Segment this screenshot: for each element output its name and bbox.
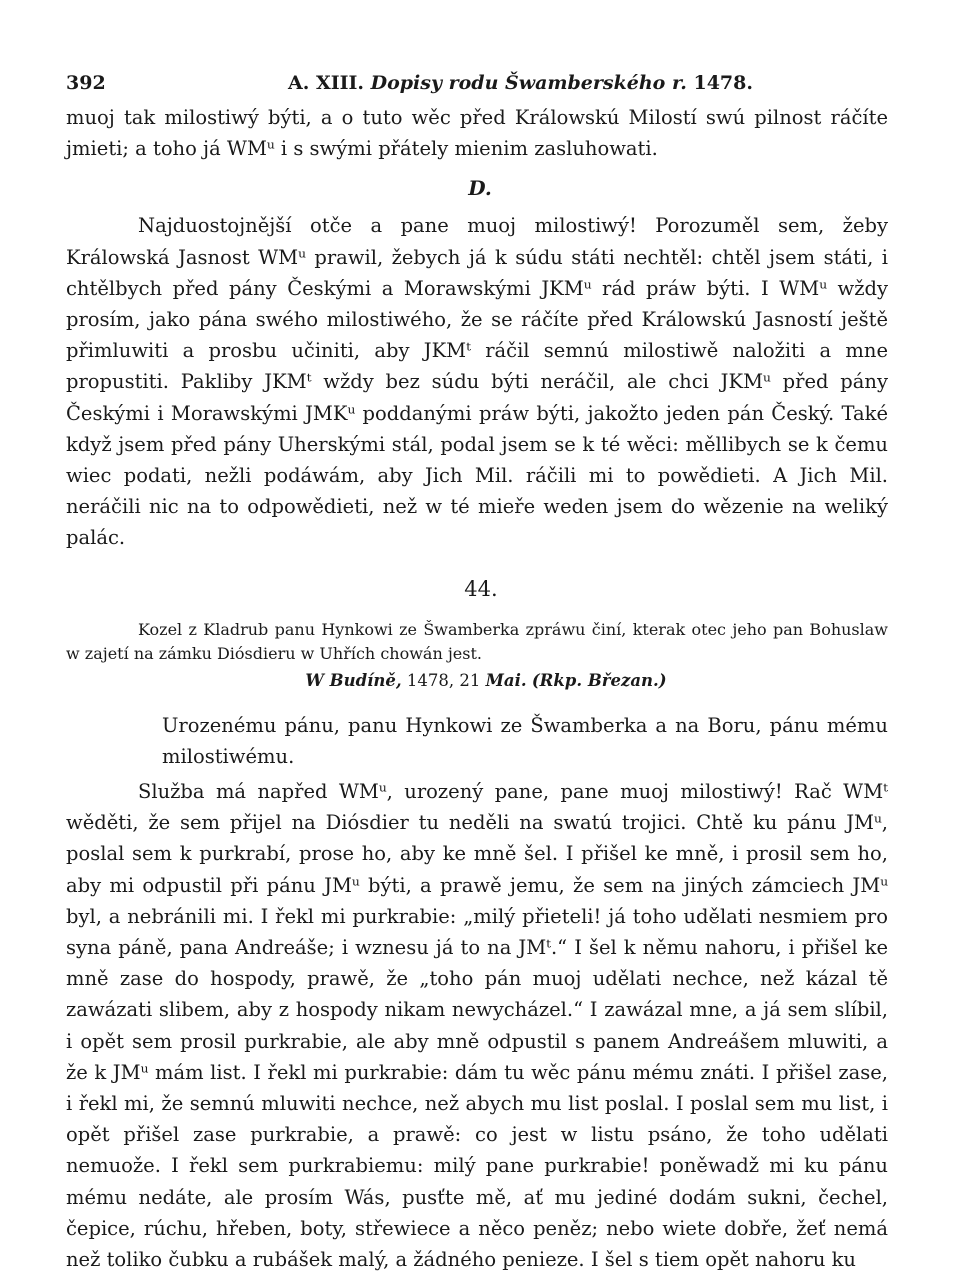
running-title-prefix: A. XIII. [288, 72, 364, 94]
running-head [66, 72, 888, 102]
section-d-paragraph: Najduostojnější otče a pane muoj milostiwý! Porozuměl sem, žeby Králowská Jasnost WMᵘ prawil, žebych já k súdu státi nechtěl: chtěl jsem státi, i chtělbych před pány Českými a Morawskými JKMᵘ rád práw býti. I WMᵘ wždy prosím, jako pána swého milostiwého, že se ráčíte před Králowskú Jasností ještě přimluwiti a prosbu učiniti, aby JKMᵗ ráčil semnú milostiwě naložiti a mne propustiti. Pakliby JKMᵗ wždy bez súdu býti neráčil, ale chci JKMᵘ před pány Českými i Morawskými JMKᵘ poddanými práw býti, jakožto jeden pán Český. Také když jsem před pány Uherskými stál, podal jsem se k té wěci: měllibych se k čemu wiec podati, nežli podáwám, aby Jich Mil. ráčili mi to powědieti. A Jich Mil. neráčili nic na to odpowědieti, než w té mieře weden jsem do wězenie na weliký palác. [66, 214, 888, 550]
dateline-source: (Rkp. Březan.) [531, 670, 667, 690]
section-heading-d: D. [468, 176, 492, 201]
running-title-italic: Dopisy rodu Šwamberského r. [370, 72, 687, 94]
continuation-paragraph: muoj tak milostiwý býti, a o tuto wěc před Králowskú Milostí swú pilnost ráčíte jmieti; a toho já WMᵘ i s swými přátely mienim zasluhowati. [66, 106, 888, 161]
dateline-place: W Budíně, [305, 670, 402, 690]
dateline [66, 668, 888, 694]
dateline-date: 1478, 21 [406, 670, 481, 690]
running-title [288, 72, 753, 94]
document-number: 44. [464, 576, 498, 601]
letter-body: Služba má napřed WMᵘ, urozený pane, pane muoj milostiwý! Rač WMᵗ wěděti, že sem přijel na Diósdier tu neděli na swatú trojici. Chtě ku pánu JMᵘ, poslal sem k purkrabí, prose ho, aby ke mně šel. I přišel ke mně, i prosil sem ho, aby mi odpustil při pánu JMᵘ býti, a prawě jemu, že sem na jiných zámciech JMᵘ byl, a nebránili mi. I řekl mi purkrabie: „milý přieteli! já toho udělati nesmiem pro syna páně, pana Andreáše; i wznesu já to na JMᵗ.“ I šel k němu nahoru, i přišel ke mně zase do hospody, prawě, že „toho pán muoj udělati nechce, než kázal tě zawázati slibem, aby z hospody nikam newycházel.“ I zawázal mne, a já sem slíbil, i opět sem prosil purkrabie, ale aby mně odpustil s panem Andreášem mluwiti, a že k JMᵘ mám list. I řekl mi purkrabie: dám tu wěc pánu mému znáti. I přišel zase, i řekl mi, že semnú mluwiti nechce, než abych mu list poslal. I poslal sem mu list, i opět přišel zase purkrabie, a prawě: co jest w listu psáno, že toho udělati nemuože. I řekl sem purkrabiemu: milý pane purkrabie! poněwadž mi ku pánu mému nedáte, ale prosím Wás, pusťte mě, ať mu jediné dodám sukni, čechel, čepice, rúchu, hřeben, boty, střewiece a něco peněz; nebo wiete dobře, žeť nemá než toliko čubku a rubášek malý, a žádného penieze. I šel s tiem opět nahoru ku [66, 780, 888, 1272]
regest-summary: Kozel z Kladrub panu Hynkowi ze Šwamberka zpráwu činí, kterak otec jeho pan Bohuslaw w zajetí na zámku Diósdieru w Uhřích chowán jest. [66, 619, 888, 663]
dateline-month: Mai. [485, 670, 527, 690]
document-page [66, 72, 888, 1275]
running-title-year: 1478. [693, 72, 753, 94]
page-number: 392 [66, 72, 106, 94]
letter-address: Urozenému pánu, panu Hynkowi ze Šwamberka a na Boru, pánu mému milostiwému. [162, 713, 888, 768]
